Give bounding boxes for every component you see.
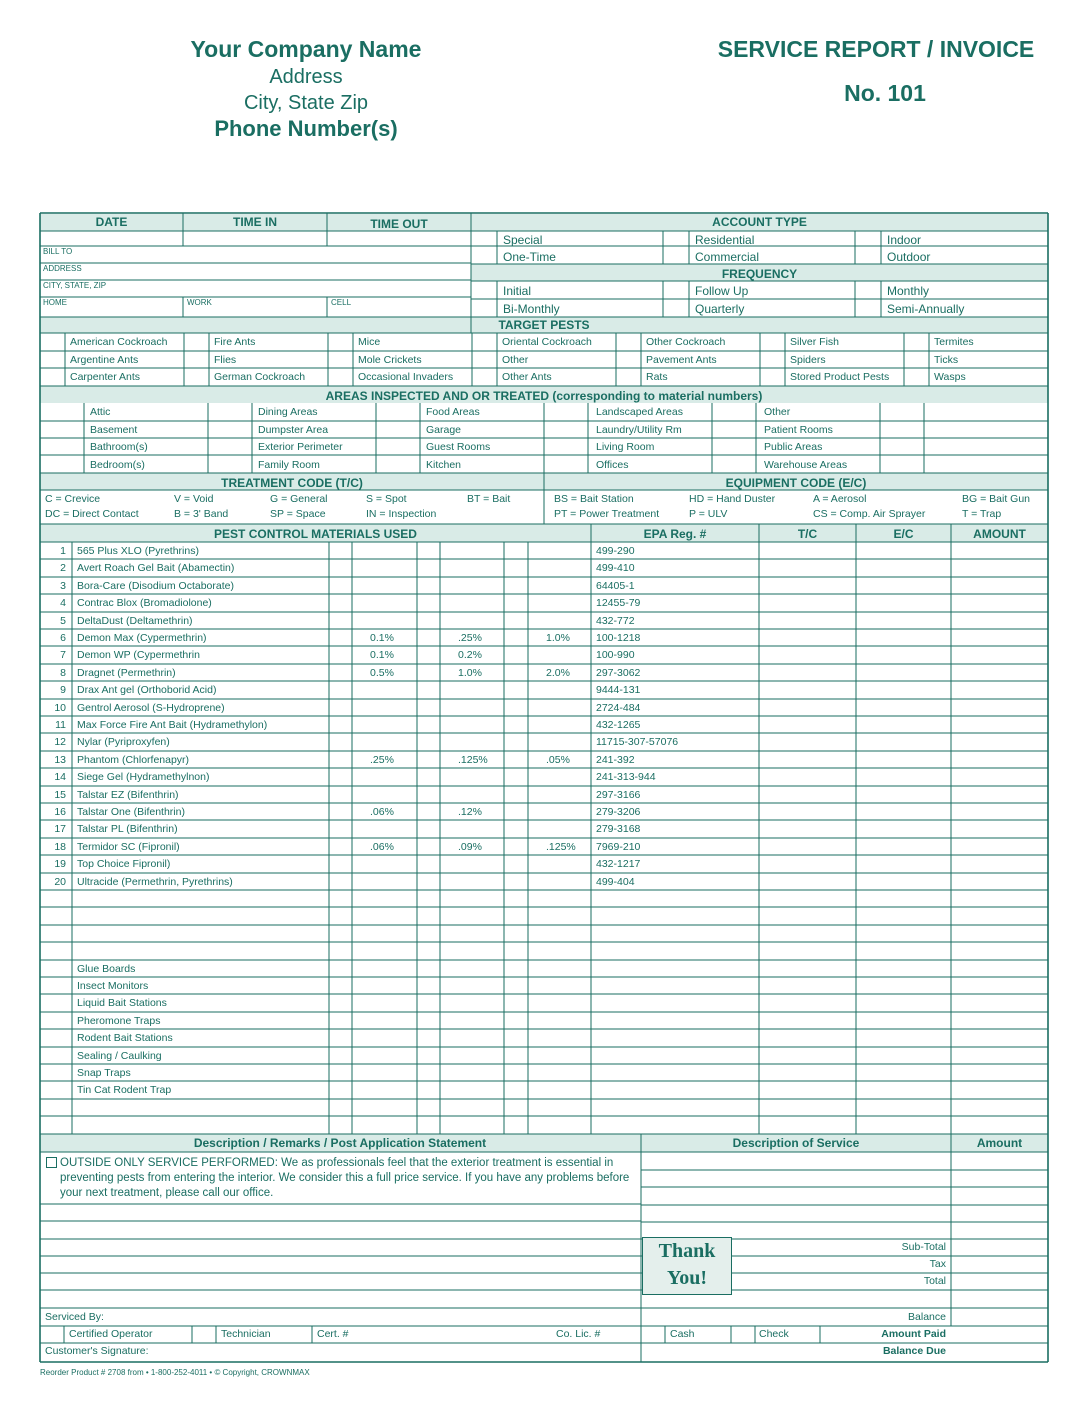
target-pest-option: Termites	[934, 336, 974, 348]
area-option: Exterior Perimeter	[258, 441, 343, 453]
target-pests-header: TARGET PESTS	[498, 318, 590, 332]
material-rate: 0.1%	[370, 632, 394, 644]
material-rate: .09%	[458, 840, 482, 853]
target-pest-option: Stored Product Pests	[790, 371, 890, 384]
cell-phone-label: CELL	[331, 298, 352, 307]
area-option: Landscaped Areas	[596, 406, 683, 418]
outside-only-checkbox[interactable]	[46, 1157, 57, 1168]
material-epa: 241-392	[596, 753, 635, 766]
target-pest-option: Silver Fish	[790, 336, 840, 348]
work-phone-label: WORK	[187, 298, 212, 307]
invoice-title: SERVICE REPORT / INVOICE	[717, 36, 1035, 62]
material-name: Termidor SC (Fipronil)	[77, 840, 180, 853]
company-name: Your Company Name	[190, 36, 422, 62]
equipment-code-header: EQUIPMENT CODE (E/C)	[725, 476, 867, 490]
material-epa: 279-3206	[596, 806, 641, 818]
balance-due-label: Balance Due	[882, 1345, 946, 1357]
equipment-code-item: CS = Comp. Air Sprayer	[813, 508, 926, 520]
treatment-code-item: BT = Bait	[467, 493, 511, 505]
area-option: Family Room	[258, 458, 320, 471]
material-epa: 11715-307-57076	[596, 736, 679, 749]
material-name: 565 Plus XLO (Pyrethrins)	[77, 545, 199, 557]
treatment-code-item: S = Spot	[366, 493, 407, 505]
technician-label: Technician	[221, 1328, 271, 1340]
extra-material: Tin Cat Rodent Trap	[77, 1084, 172, 1097]
tax-label: Tax	[929, 1258, 946, 1270]
ec-header: E/C	[893, 527, 914, 541]
treatment-code-header: TREATMENT CODE (T/C)	[221, 476, 363, 490]
treatment-code-item: B = 3' Band	[174, 508, 229, 520]
area-option: Garage	[426, 423, 462, 436]
area-option: Offices	[596, 458, 629, 471]
customer-signature-label: Customer's Signature:	[45, 1345, 149, 1357]
area-option: Living Room	[596, 441, 655, 453]
area-option: Public Areas	[764, 441, 823, 453]
area-option: Basement	[90, 423, 138, 436]
material-number: 5	[60, 614, 66, 627]
material-rate: .25%	[370, 753, 394, 766]
area-option: Laundry/Utility Rm	[596, 423, 682, 436]
material-epa: 499-404	[596, 875, 635, 888]
service-header: Description of Service	[732, 1136, 860, 1150]
target-pest-option: American Cockroach	[70, 336, 168, 348]
company-address: Address	[269, 66, 343, 88]
material-number: 18	[54, 840, 66, 853]
material-number: 19	[54, 858, 66, 871]
time-out-header: TIME OUT	[370, 217, 428, 231]
company-city-state-zip: City, State Zip	[243, 92, 369, 114]
material-epa: 12455-79	[596, 597, 641, 610]
home-phone-label: HOME	[43, 298, 67, 307]
material-epa: 7969-210	[596, 840, 641, 853]
reorder-footer: Reorder Product # 2708 from • 1-800-252-4011 • © Copyright, CROWNMAX	[40, 1368, 310, 1377]
material-rate: 1.0%	[458, 666, 482, 679]
treatment-code-item: V = Void	[174, 493, 214, 505]
company-license-label: Co. Lic. #	[556, 1328, 601, 1340]
equipment-code-item: A = Aerosol	[813, 493, 867, 505]
target-pest-option: Carpenter Ants	[70, 371, 141, 384]
area-option: Dumpster Area	[258, 423, 329, 436]
material-epa: 432-772	[596, 614, 635, 627]
equipment-code-item: P = ULV	[689, 508, 728, 520]
material-number: 3	[60, 579, 66, 592]
material-number: 17	[54, 823, 66, 836]
address-label: ADDRESS	[43, 264, 82, 273]
material-epa: 64405-1	[596, 579, 635, 592]
frequency-option: Initial	[503, 284, 532, 298]
equipment-code-item: BG = Bait Gun	[962, 493, 1030, 505]
time-in-header: TIME IN	[233, 215, 277, 229]
target-pest-option: Occasional Invaders	[358, 371, 454, 384]
material-epa: 499-410	[596, 562, 635, 575]
target-pest-option: Rats	[646, 371, 668, 384]
area-option: Bedroom(s)	[90, 458, 145, 471]
material-number: 4	[60, 597, 66, 610]
extra-material: Liquid Bait Stations	[77, 997, 167, 1010]
treatment-code-item: C = Crevice	[45, 493, 101, 505]
frequency-option: Bi-Monthly	[503, 302, 560, 316]
material-name: Bora-Care (Disodium Octaborate)	[77, 579, 234, 592]
material-rate: 0.5%	[370, 666, 394, 679]
materials-header: PEST CONTROL MATERIALS USED	[214, 527, 417, 541]
material-epa: 100-990	[596, 649, 635, 662]
amount-header: AMOUNT	[973, 527, 1026, 541]
thank-you-line2: You!	[666, 1267, 707, 1289]
material-name: Demon Max (Cypermethrin)	[77, 632, 207, 644]
area-option: Warehouse Areas	[764, 458, 848, 471]
service-amount-header: Amount	[976, 1136, 1023, 1150]
material-epa: 499-290	[596, 545, 635, 557]
target-pest-option: Argentine Ants	[70, 353, 139, 366]
material-number: 6	[60, 632, 66, 644]
material-epa: 2724-484	[596, 701, 641, 714]
material-number: 1	[60, 545, 66, 557]
material-rate: 1.0%	[546, 632, 570, 644]
invoice-number: No. 101	[844, 80, 926, 106]
material-number: 13	[54, 753, 66, 766]
material-epa: 9444-131	[596, 684, 641, 697]
extra-material: Glue Boards	[77, 962, 136, 975]
target-pest-option: Flies	[214, 353, 237, 366]
material-rate: .25%	[458, 632, 482, 644]
area-option: Kitchen	[426, 458, 462, 471]
material-epa: 100-1218	[596, 632, 641, 644]
area-option: Other	[764, 406, 791, 418]
material-rate: .05%	[546, 753, 570, 766]
city-state-zip-label: CITY, STATE, ZIP	[43, 281, 107, 290]
account-type-option: Commercial	[695, 250, 760, 264]
material-number: 14	[54, 771, 66, 784]
treatment-code-item: IN = Inspection	[366, 508, 437, 520]
material-number: 7	[60, 649, 66, 662]
tc-header: T/C	[797, 527, 818, 541]
account-type-option: Indoor	[887, 233, 922, 247]
material-number: 15	[54, 788, 66, 801]
material-rate: .06%	[370, 806, 394, 818]
amount-paid-label: Amount Paid	[881, 1328, 946, 1340]
material-name: Gentrol Aerosol (S-Hydroprene)	[77, 701, 225, 714]
material-name: Phantom (Chlorfenapyr)	[77, 753, 190, 766]
cert-number-label: Cert. #	[317, 1328, 349, 1340]
material-name: Top Choice Fipronil)	[77, 858, 171, 871]
material-number: 16	[54, 806, 66, 818]
account-type-option: One-Time	[503, 250, 556, 264]
target-pest-option: Pavement Ants	[646, 353, 717, 366]
extra-material: Snap Traps	[77, 1067, 131, 1079]
account-type-option: Special	[503, 233, 543, 247]
area-option: Food Areas	[426, 406, 480, 418]
frequency-header: FREQUENCY	[721, 267, 798, 281]
serviced-by-label: Serviced By:	[45, 1311, 104, 1323]
material-name: Talstar PL (Bifenthrin)	[77, 823, 178, 836]
target-pest-option: Wasps	[934, 371, 966, 384]
frequency-option: Follow Up	[695, 284, 749, 298]
extra-material: Sealing / Caulking	[77, 1049, 162, 1062]
material-name: Avert Roach Gel Bait (Abamectin)	[77, 562, 235, 575]
total-label: Total	[923, 1275, 946, 1287]
material-name: Dragnet (Permethrin)	[77, 666, 176, 679]
target-pest-option: Other	[502, 353, 529, 366]
material-name: Nylar (Pyriproxyfen)	[77, 736, 170, 749]
material-number: 12	[54, 736, 66, 749]
material-name: Demon WP (Cypermethrin	[77, 649, 200, 662]
frequency-option: Quarterly	[695, 302, 745, 316]
bill-to-label: BILL TO	[43, 247, 73, 256]
extra-material: Insect Monitors	[77, 980, 149, 992]
company-phone: Phone Number(s)	[214, 116, 398, 141]
material-rate: 0.2%	[458, 649, 482, 662]
cash-label: Cash	[670, 1328, 695, 1340]
material-number: 20	[54, 875, 66, 888]
area-option: Bathroom(s)	[90, 441, 148, 453]
material-name: Siege Gel (Hydramethylnon)	[77, 771, 210, 784]
equipment-code-item: T = Trap	[962, 508, 1002, 520]
equipment-code-item: HD = Hand Duster	[689, 493, 776, 505]
extra-material: Pheromone Traps	[77, 1014, 161, 1027]
material-name: Max Force Fire Ant Bait (Hydramethylon)	[77, 719, 268, 731]
material-name: DeltaDust (Deltamethrin)	[77, 614, 193, 627]
material-number: 10	[54, 701, 66, 714]
material-rate: .12%	[458, 806, 482, 818]
material-rate: .125%	[546, 840, 576, 853]
target-pest-option: Mice	[358, 336, 381, 348]
material-number: 9	[60, 684, 66, 697]
balance-label: Balance	[908, 1311, 946, 1323]
target-pest-option: Other Ants	[502, 371, 552, 384]
material-rate: .125%	[458, 753, 488, 766]
subtotal-label: Sub-Total	[901, 1241, 946, 1253]
epa-header: EPA Reg. #	[643, 527, 707, 541]
material-epa: 241-313-944	[596, 771, 656, 784]
extra-material: Rodent Bait Stations	[77, 1032, 173, 1045]
target-pest-option: Mole Crickets	[358, 353, 422, 366]
material-rate: .06%	[370, 840, 394, 853]
equipment-code-item: BS = Bait Station	[554, 493, 634, 505]
target-pest-option: Ticks	[934, 353, 959, 366]
material-name: Contrac Blox (Bromadiolone)	[77, 597, 212, 610]
material-number: 11	[55, 719, 66, 731]
target-pest-option: Oriental Cockroach	[502, 336, 592, 348]
remarks-header: Description / Remarks / Post Application Statement	[193, 1136, 487, 1150]
material-epa: 297-3062	[596, 666, 641, 679]
frequency-option: Monthly	[887, 284, 930, 298]
material-epa: 432-1217	[596, 858, 641, 871]
equipment-code-item: PT = Power Treatment	[554, 508, 660, 520]
outside-only-statement: OUTSIDE ONLY SERVICE PERFORMED: We as professionals feel that the exterior treatment is essential in preventing pests from entering the interior. We consider this a full price service. If you have any problems before your next treatment, please call our office.	[60, 1157, 630, 1199]
material-name: Ultracide (Permethrin, Pyrethrins)	[77, 875, 233, 888]
date-header: DATE	[95, 215, 128, 229]
material-epa: 297-3166	[596, 788, 641, 801]
check-label: Check	[759, 1328, 789, 1340]
area-option: Guest Rooms	[426, 441, 491, 453]
certified-operator-label: Certified Operator	[69, 1328, 153, 1340]
target-pest-option: Spiders	[790, 353, 826, 366]
treatment-code-item: DC = Direct Contact	[45, 508, 139, 520]
treatment-code-item: SP = Space	[270, 508, 326, 520]
account-type-option: Residential	[695, 233, 755, 247]
area-option: Attic	[90, 406, 111, 418]
material-number: 8	[60, 666, 66, 679]
material-name: Drax Ant gel (Orthoborid Acid)	[77, 684, 217, 697]
material-epa: 279-3168	[596, 823, 641, 836]
frequency-option: Semi-Annually	[887, 302, 965, 316]
material-name: Talstar EZ (Bifenthrin)	[77, 788, 179, 801]
treatment-code-item: G = General	[270, 493, 328, 505]
area-option: Patient Rooms	[764, 423, 833, 436]
target-pest-option: German Cockroach	[214, 371, 306, 384]
area-option: Dining Areas	[258, 406, 318, 418]
material-rate: 0.1%	[370, 649, 394, 662]
thank-you-box	[642, 1237, 732, 1295]
material-epa: 432-1265	[596, 719, 641, 731]
target-pest-option: Other Cockroach	[646, 336, 726, 348]
account-type-option: Outdoor	[887, 250, 931, 264]
areas-header: AREAS INSPECTED AND OR TREATED (corresponding to material numbers)	[325, 389, 763, 403]
thank-you-line1: Thank	[658, 1240, 716, 1262]
material-name: Talstar One (Bifenthrin)	[77, 806, 185, 818]
material-number: 2	[60, 562, 66, 575]
material-rate: 2.0%	[546, 666, 570, 679]
target-pest-option: Fire Ants	[214, 336, 256, 348]
account-type-header: ACCOUNT TYPE	[712, 215, 807, 229]
